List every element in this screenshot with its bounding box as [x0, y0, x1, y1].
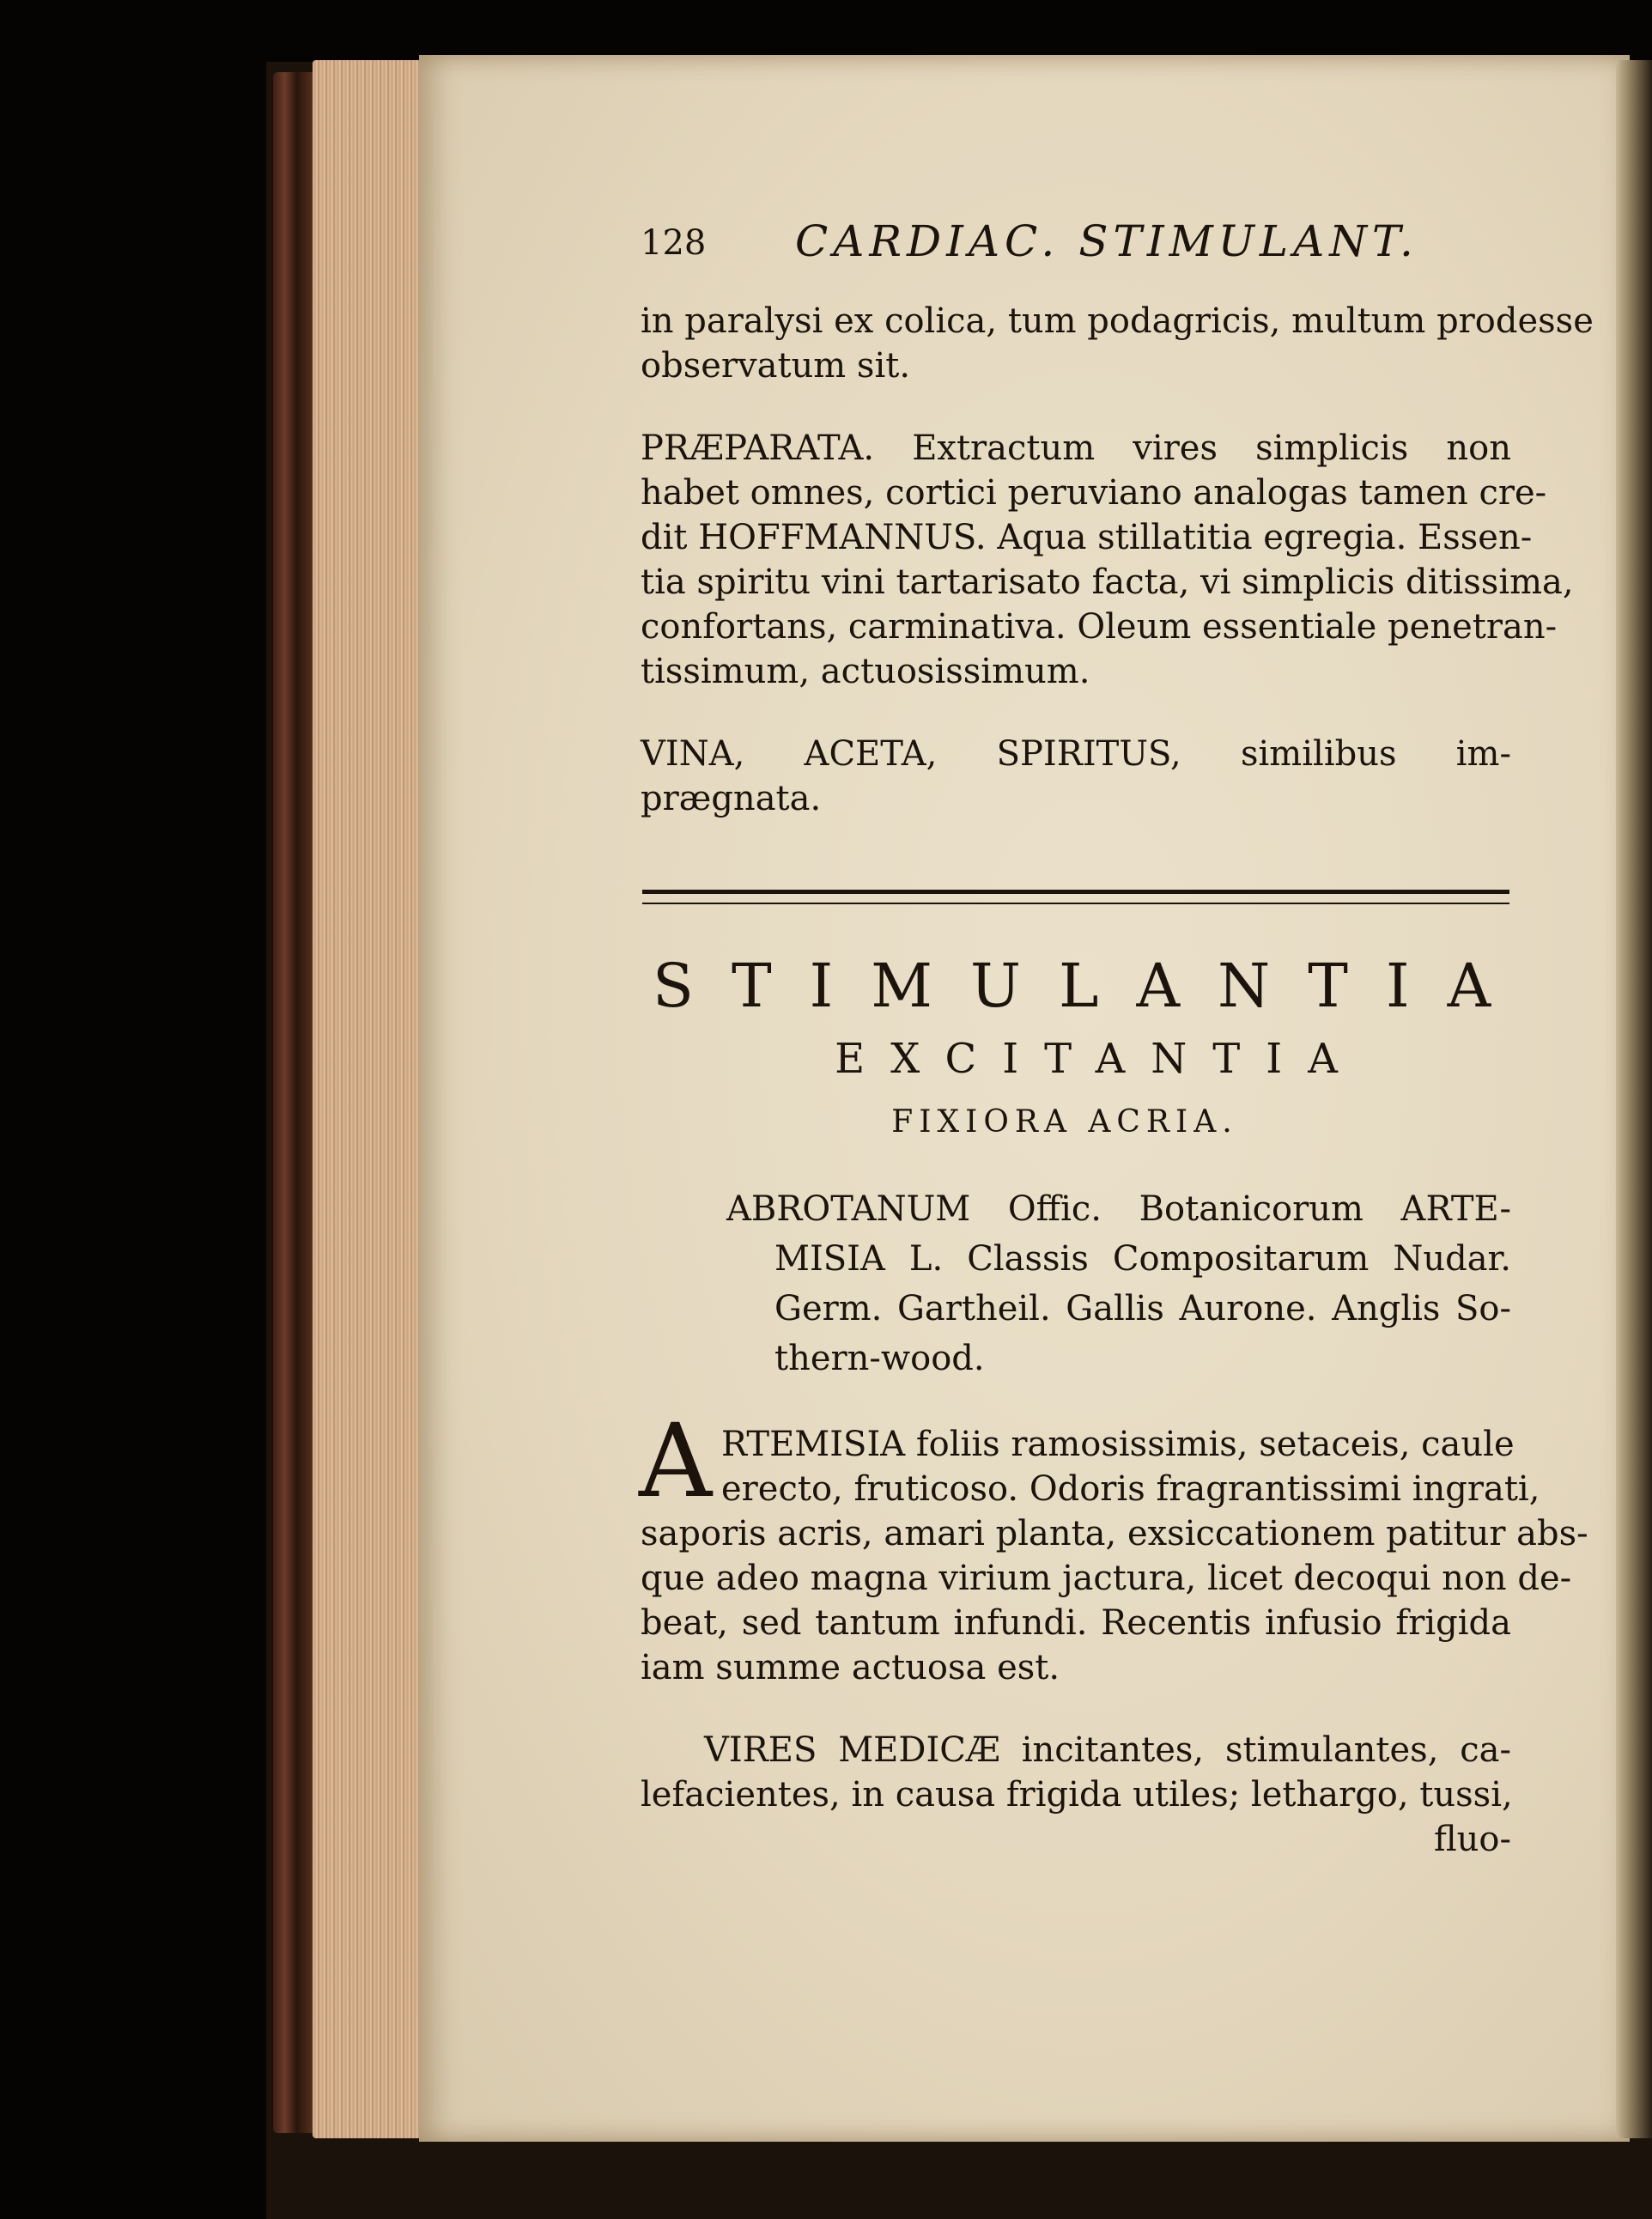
text-line: habet omnes, cortici peruviano analogas tamen cre- — [641, 473, 1547, 513]
running-head: CARDIAC. STIMULANT. — [795, 216, 1418, 266]
text-line: VINA, ACETA, SPIRITUS, similibus im- — [641, 734, 1511, 774]
text-line: que adeo magna virium jactura, licet decoqui non de- — [641, 1559, 1572, 1598]
text-line: PRÆPARATA. Extractum vires simplicis non — [641, 429, 1511, 468]
page-edges — [313, 60, 422, 2138]
book-gutter — [1616, 60, 1652, 2138]
text-line: iam summe actuosa est. — [641, 1648, 1060, 1687]
text-line: saporis acris, amari planta, exsiccationem patitur abs- — [641, 1514, 1588, 1553]
entry-line: ABROTANUM Offic. Botanicorum ARTE- — [726, 1189, 1511, 1229]
section-rule — [642, 890, 1509, 904]
section-title: STIMULANTIA — [653, 951, 1529, 1021]
text-line: dit HOFFMANNUS. Aqua stillatitia egregia. Essen- — [641, 518, 1533, 557]
drop-cap: A — [639, 1401, 713, 1520]
text-line: lefacientes, in causa frigida utiles; lethargo, tussi, — [641, 1775, 1513, 1815]
entry-line: thern-wood. — [774, 1339, 985, 1378]
page-number: 128 — [641, 223, 707, 263]
text-line: erecto, fruticoso. Odoris fragrantissimi ingrati, — [721, 1469, 1540, 1509]
entry-line: Germ. Gartheil. Gallis Aurone. Anglis So- — [774, 1289, 1511, 1328]
text-line: observatum sit. — [641, 346, 911, 386]
entry-line: MISIA L. Classis Compositarum Nudar. — [774, 1239, 1511, 1279]
book-cover-edge — [273, 72, 313, 2133]
text-line: tissimum, actuosissimum. — [641, 652, 1090, 691]
text-line: VIRES MEDICÆ incitantes, stimulantes, ca- — [704, 1730, 1511, 1770]
text-line: in paralysi ex colica, tum podagricis, multum prodesse — [641, 301, 1594, 341]
text-line: prægnata. — [641, 779, 822, 818]
section-subsubtitle: FIXIORA ACRIA. — [891, 1104, 1238, 1140]
page-header — [641, 216, 1511, 271]
text-line: tia spiritu vini tartarisato facta, vi simplicis ditissima, — [641, 562, 1574, 602]
text-line: confortans, carminativa. Oleum essentiale penetran- — [641, 607, 1558, 647]
text-line: RTEMISIA foliis ramosissimis, setaceis, caule — [721, 1425, 1515, 1464]
text-line: beat, sed tantum infundi. Recentis infusio frigida — [641, 1603, 1511, 1643]
catchword: fluo- — [1433, 1820, 1511, 1859]
section-subtitle: EXCITANTIA — [835, 1035, 1364, 1083]
